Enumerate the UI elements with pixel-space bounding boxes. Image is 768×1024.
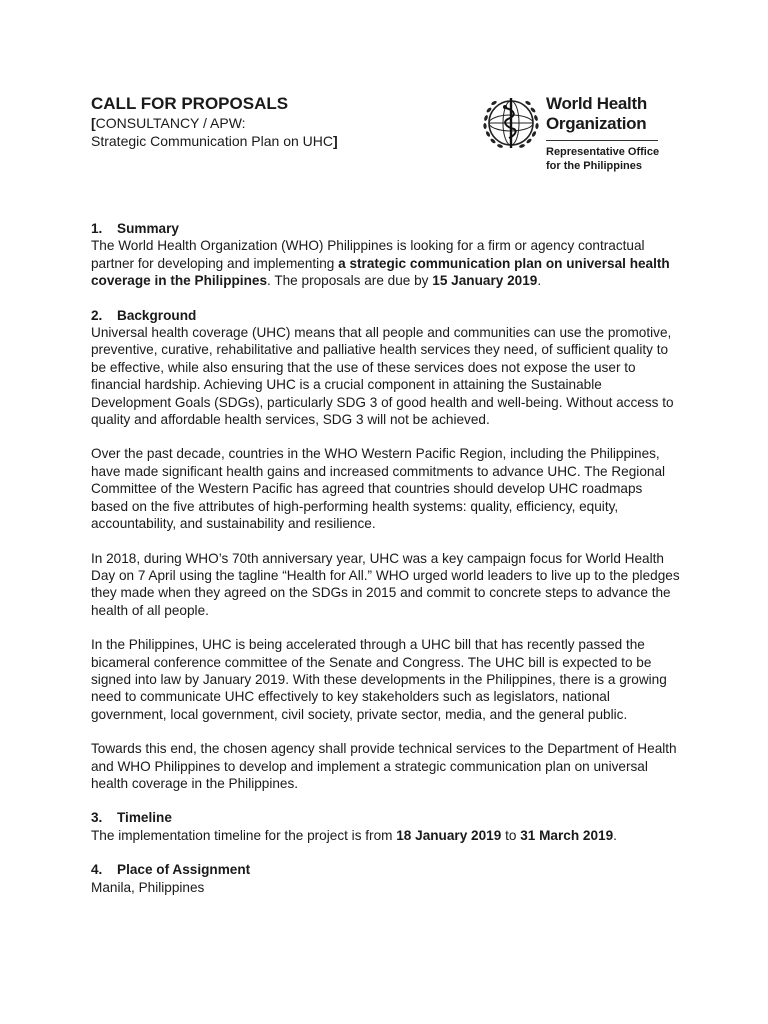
subtitle-open-bracket: [	[91, 115, 96, 131]
document-subtitle	[91, 114, 338, 150]
section-title: Background	[117, 307, 197, 323]
section-number: 4.	[91, 862, 103, 878]
summary-paragraph	[91, 237, 681, 289]
subtitle-close-bracket: ]	[333, 133, 338, 149]
section-number: 1.	[91, 221, 103, 236]
text-run: .	[613, 827, 617, 843]
section-number: 2.	[91, 307, 103, 323]
document-body	[91, 220, 681, 913]
background-paragraph-1: Universal health coverage (UHC) means that all people and communities can use the promotive, preventive, curative, rehabilitative and palliative health services they need, of sufficient quality to be effective, while also ensuring that the use of these services does not expose the user to financial hardship. Achieving UHC is a crucial component in attaining the Sustainable Development Goals (SDGs), particularly SDG 3 of good health and well-being. Without access to quality and affordable health services, SDG 3 will not be achieved.	[91, 325, 674, 428]
logo-divider	[546, 140, 658, 141]
text-run: The implementation timeline for the project is from	[91, 827, 397, 843]
section-heading	[91, 809, 681, 826]
subtitle-line1: CONSULTANCY / APW:	[95, 115, 246, 131]
who-emblem-icon	[480, 92, 542, 154]
document-title: CALL FOR PROPOSALS	[91, 94, 289, 113]
section-place	[91, 861, 681, 896]
section-heading	[91, 861, 681, 878]
section-number: 3.	[91, 810, 103, 826]
title-block	[91, 94, 338, 150]
timeline-paragraph	[91, 827, 681, 844]
logo-line2: Organization	[546, 114, 647, 133]
end-date: 31 March 2019	[520, 827, 614, 843]
logo-line1: World Health	[546, 94, 647, 113]
section-title: Timeline	[117, 810, 172, 826]
text-run: . The proposals are due by	[267, 273, 433, 289]
background-paragraph-5: Towards this end, the chosen agency shall provide technical services to the Department of Health and WHO Philippines to develop and implement a strategic communication plan on universal health coverage in the Philippines.	[91, 741, 677, 791]
background-paragraph-2: Over the past decade, countries in the WHO Western Pacific Region, including the Philippines, have made significant health gains and increased commitments to advance UHC. The Regional Committee of the Western Pacific has agreed that countries should develop UHC roadmaps based on the five attributes of high-performing health systems: quality, efficiency, equity, accountability, and sustainability and resilience.	[91, 446, 666, 532]
logo-sub-line1: Representative Office	[546, 146, 660, 158]
due-date: 15 January 2019	[432, 273, 538, 289]
section-title: Place of Assignment	[117, 862, 251, 878]
text-run-bold: a strategic communication plan on universal health coverage in the Philippines	[91, 255, 670, 289]
text-run: to	[501, 827, 521, 843]
section-title: Summary	[117, 221, 179, 236]
section-heading	[91, 307, 681, 324]
logo-subtitle	[546, 145, 659, 173]
section-heading	[91, 220, 681, 237]
section-summary	[91, 220, 681, 290]
text-run: The World Health Organization (WHO) Philippines is looking for a firm or agency contractual partner for developing and implementing	[91, 238, 645, 271]
place-paragraph: Manila, Philippines	[91, 879, 205, 895]
background-paragraph-3: In 2018, during WHO’s 70th anniversary year, UHC was a key campaign focus for World Health Day on 7 April using the tagline “Health for All.” WHO urged world leaders to live up to the pledges they made when they agreed on the SDGs in 2015 and commit to concrete steps to advance the health of all people.	[91, 550, 680, 618]
start-date: 18 January 2019	[396, 827, 502, 843]
background-paragraph-4: In the Philippines, UHC is being accelerated through a UHC bill that has recently passed the bicameral conference committee of the Senate and Congress. The UHC bill is expected to be signed into law by January 2019. With these developments in the Philippines, there is a growing need to communicate UHC effectively to key stakeholders such as legislators, national government, local government, civil society, private sector, media, and the general public.	[91, 637, 667, 722]
logo-wordmark	[546, 94, 647, 134]
who-logo	[480, 92, 680, 188]
subtitle-line2: Strategic Communication Plan on UHC	[91, 133, 333, 149]
text-run: .	[537, 273, 542, 289]
section-timeline	[91, 809, 681, 844]
logo-sub-line2: for the Philippines	[546, 160, 642, 172]
section-background	[91, 307, 681, 429]
